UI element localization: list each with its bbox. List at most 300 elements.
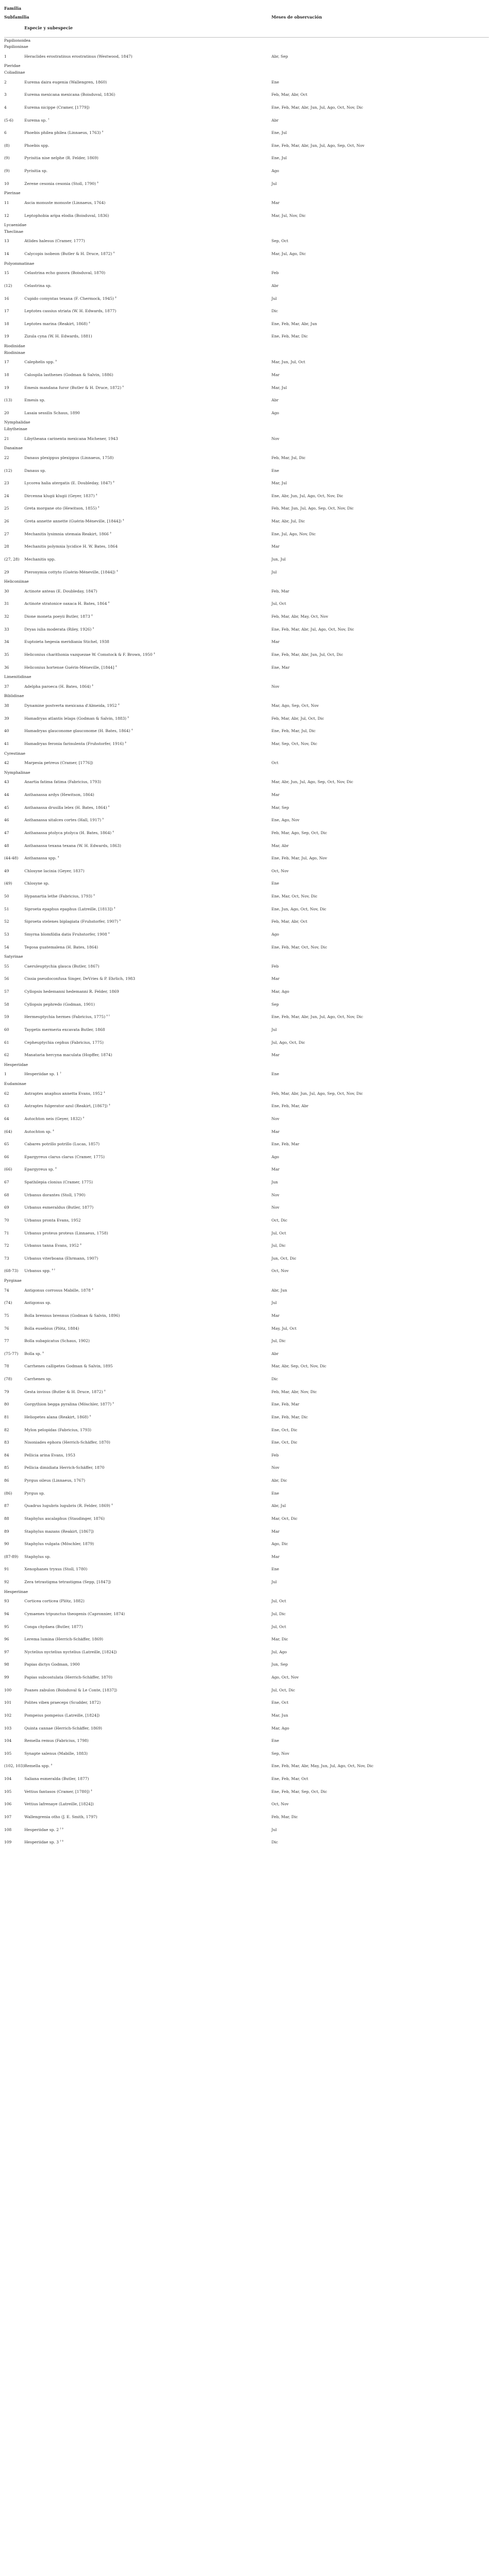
species-footnote-mark: ‡ <box>131 728 133 732</box>
observation-months: Abr <box>271 1351 279 1356</box>
species-row <box>4 1538 489 1551</box>
species-number: 73 <box>4 1256 9 1261</box>
species-footnote-mark: ‡ <box>92 1287 93 1291</box>
species-name: Anthanassa texana texana (W. H. Edwards, 1863) <box>24 843 121 848</box>
species-row <box>4 293 489 306</box>
family-name: Nymphalidae <box>4 420 30 425</box>
observation-months: Ene, Jun, Ago, Oct, Nov, Dic <box>271 906 326 911</box>
species-name: Staphylus sp. <box>24 1554 51 1559</box>
species-name: Wallengrenia otho (J. E. Smith, 1797) <box>24 1814 97 1819</box>
observation-months: Mar <box>271 792 280 798</box>
observation-months: Mar <box>271 1053 280 1058</box>
observation-months: Feb, Mar, Jul, Dic <box>271 455 306 460</box>
species-name: Atlides halesus (Cramer, 1777) <box>24 239 85 244</box>
species-footnote-mark: ‡ <box>57 855 59 859</box>
species-footnote-mark: ‡ <box>89 1414 91 1418</box>
species-number: 104 <box>4 1738 12 1743</box>
species-row <box>4 1671 489 1684</box>
species-footnote-mark: ‡ <box>108 1103 110 1107</box>
species-name-cell <box>24 1735 271 1748</box>
species-name: Pyrgus sp. <box>24 1490 45 1496</box>
species-number: 94 <box>4 1611 9 1616</box>
species-name: Euptoieta hegesia meridiania Stichel, 1938 <box>24 639 109 645</box>
species-name: Staphylus mazans (Reakirt, [1867]) <box>24 1529 94 1534</box>
species-name-cell <box>24 369 271 382</box>
species-row <box>4 197 489 210</box>
observation-months: Nov <box>271 1205 280 1210</box>
header-row-species <box>4 24 489 37</box>
species-name: Celastrina sp. <box>24 283 52 288</box>
header-species: Especie y subespecie <box>24 24 271 37</box>
species-footnote-mark: ‡ <box>104 1091 105 1094</box>
observation-months: Ene <box>271 1072 280 1077</box>
species-name-cell <box>24 1265 271 1278</box>
species-name-cell <box>24 1798 271 1811</box>
observation-months: Mar, Abr, Sep, Oct, Nov, Dic <box>271 1364 326 1369</box>
observation-months: Ago <box>271 168 280 174</box>
species-name-cell <box>24 757 271 770</box>
observation-months: Ene, Feb, Mar, Abr, May, Jun, Jul, Ago, Oct, Nov, Dic <box>271 1764 374 1769</box>
species-name-cell <box>24 1462 271 1475</box>
species-name-cell <box>24 1658 271 1671</box>
species-name: Caeruleuptychia glauca (Butler, 1867) <box>24 963 100 969</box>
species-name-cell <box>24 1475 271 1487</box>
species-row <box>4 1163 489 1176</box>
observation-months: Mar, Ago <box>271 989 289 994</box>
species-number: 105 <box>4 1751 12 1756</box>
observation-months: Jul, Dic <box>271 1243 286 1248</box>
species-footnote-mark: ‡ <box>117 569 118 573</box>
species-name-cell <box>24 789 271 802</box>
species-name-cell <box>24 318 271 331</box>
species-name-cell <box>24 1126 271 1139</box>
species-row <box>4 890 489 903</box>
observation-months: Feb <box>271 963 279 969</box>
observation-months: Mar, Sep, Oct, Nov, Dic <box>271 741 318 746</box>
observation-months: Mar <box>271 1313 280 1318</box>
observation-months: Ene, Feb, Mar, Abr <box>271 1104 309 1109</box>
species-name: Corticea corticea (Plötz, 1882) <box>24 1599 85 1604</box>
observation-months: Jul <box>271 296 277 301</box>
species-name: Eurema nicippe (Cramer, [1779]) <box>24 105 90 110</box>
species-name: Hamadryas atlantis lelaps (Godman & Salvin, 1883) <box>24 716 127 721</box>
species-row <box>4 1735 489 1748</box>
species-number: 14 <box>4 251 9 257</box>
species-name-cell <box>24 1088 271 1100</box>
species-name-cell <box>24 1608 271 1621</box>
species-number: 55 <box>4 963 9 969</box>
species-row <box>4 814 489 827</box>
species-name: Zera tetrastigma tetrastigma (Sepp, [1847]) <box>24 1580 111 1585</box>
species-number: (87-89) <box>4 1554 19 1559</box>
species-name-cell <box>24 1024 271 1037</box>
species-number: 16 <box>4 296 9 301</box>
species-name-cell <box>24 1068 271 1081</box>
species-row <box>4 1462 489 1475</box>
species-name-cell <box>24 1424 271 1437</box>
observation-months: Oct, Dic <box>271 1217 288 1223</box>
species-name-cell <box>24 1386 271 1399</box>
species-row <box>4 165 489 178</box>
species-name-cell <box>24 515 271 528</box>
species-name-cell <box>24 1500 271 1513</box>
species-name: Manataria hercyna maculata (Hopffer, 1874) <box>24 1053 112 1058</box>
species-name: Heliconius charithonia vazquezae W. Comstock & F. Brown, 1950 <box>24 652 153 657</box>
species-row <box>4 140 489 152</box>
species-footnote-mark: ‡ <box>112 830 114 834</box>
species-number: (68-73) <box>4 1268 19 1274</box>
species-number: 81 <box>4 1414 9 1419</box>
subfamily-row <box>4 426 489 433</box>
species-name: Epargyreus clarus clarus (Cramer, 1775) <box>24 1154 105 1159</box>
species-number: 85 <box>4 1465 9 1470</box>
species-number: 79 <box>4 1389 9 1394</box>
species-row <box>4 1646 489 1659</box>
species-name: Bolla eusebius (Plötz, 1884) <box>24 1326 79 1331</box>
observation-months: Ene, Feb, Mar, Jul, Dic <box>271 728 316 734</box>
species-name: Eurema mexicana mexicana (Boisduval, 1836) <box>24 92 116 97</box>
species-footnote-mark: ‡ <box>115 296 117 299</box>
species-name-cell <box>24 1227 271 1240</box>
species-number: 12 <box>4 213 9 218</box>
observation-months: Feb, Mar, Abr, Nov, Dic <box>271 1389 317 1394</box>
species-row <box>4 1100 489 1113</box>
species-name: Calospila lasthenes (Godman & Salvin, 1886) <box>24 372 113 377</box>
observation-months: Jul <box>271 181 277 186</box>
species-name-cell <box>24 865 271 878</box>
species-name: Leptophobia aripa elodia (Boisduval, 1836) <box>24 213 109 218</box>
subfamily-row <box>4 70 489 76</box>
species-row <box>4 1240 489 1252</box>
species-name: Cabares potrillo potrillo (Lucas, 1857) <box>24 1142 100 1147</box>
observation-months: Mar, Abr, Jun, Jul, Ago, Sep, Oct, Nov, Dic <box>271 779 353 785</box>
species-name-cell <box>24 713 271 725</box>
observation-months: Ene <box>271 1490 280 1496</box>
species-name: Quadrus lugubris lugubris (R. Felder, 1869) <box>24 1503 110 1509</box>
species-name-cell <box>24 1697 271 1709</box>
subfamily-row <box>4 1278 489 1284</box>
species-row <box>4 623 489 636</box>
species-row <box>4 998 489 1011</box>
species-row <box>4 1836 489 1849</box>
observation-months: Ago, Dic <box>271 1541 288 1547</box>
observation-months: Jul, Dic <box>271 1338 286 1344</box>
species-number: 90 <box>4 1541 9 1547</box>
observation-months: Oct, Nov <box>271 1802 289 1807</box>
species-number: 39 <box>4 716 9 721</box>
species-row <box>4 356 489 369</box>
species-number: 13 <box>4 239 9 244</box>
observation-months: Ene <box>271 79 280 84</box>
species-name: Xenophanes tryxus (Stoll, 1780) <box>24 1567 88 1572</box>
observation-months: Ene, Ago, Nov <box>271 818 300 823</box>
species-row <box>4 916 489 928</box>
species-number: 27 <box>4 531 9 536</box>
species-number: 36 <box>4 665 9 670</box>
observation-months: Jun, Jul <box>271 556 286 562</box>
observation-months: Jul, Oct <box>271 1599 286 1604</box>
species-name: Actinote stratonice oaxaca H. Bates, 1864 <box>24 601 107 606</box>
species-row <box>4 1411 489 1424</box>
observation-months: May, Jul, Oct <box>271 1326 297 1331</box>
species-row <box>4 1151 489 1164</box>
species-footnote-mark: ‡ <box>108 931 110 935</box>
species-name: Mechanitis spp. <box>24 556 56 562</box>
species-footnote-mark: ‡ <box>83 1116 85 1120</box>
species-number: 66 <box>4 1154 9 1159</box>
species-name-cell <box>24 1487 271 1500</box>
observation-months: Jul, Oct <box>271 1624 286 1629</box>
species-row <box>4 598 489 611</box>
subfamily-row <box>4 261 489 267</box>
species-name-cell <box>24 986 271 998</box>
species-row <box>4 1760 489 1773</box>
species-footnote-mark: ‡ <box>127 716 129 719</box>
species-name-cell <box>24 540 271 553</box>
species-name: Cupido comyntas texana (F. Chermock, 1945) <box>24 296 114 301</box>
species-name-cell <box>24 235 271 248</box>
observation-months: Mar, Ago <box>271 1725 289 1731</box>
species-number: 40 <box>4 728 9 734</box>
species-name-cell <box>24 890 271 903</box>
species-footnote-mark: ‡ <box>125 741 127 744</box>
subfamily-row <box>4 1589 489 1596</box>
species-name-cell <box>24 1621 271 1634</box>
species-name: Papias dictys Godman, 1900 <box>24 1662 80 1667</box>
observation-months: Ene <box>271 1567 280 1572</box>
species-number: 1 <box>4 54 7 59</box>
species-name: Eurema sp. <box>24 117 47 123</box>
subfamily-name: Biblidinae <box>4 693 24 699</box>
species-number: 58 <box>4 1002 9 1007</box>
observation-months: Mar, Abr <box>271 843 289 848</box>
species-row <box>4 960 489 973</box>
species-row <box>4 1011 489 1024</box>
species-row <box>4 1214 489 1227</box>
species-name-cell <box>24 1398 271 1411</box>
species-name: Dryas iulia moderata (Riley, 1926) <box>24 626 92 632</box>
species-row <box>4 540 489 553</box>
species-name-cell <box>24 490 271 503</box>
header-row-subfamily <box>4 13 489 24</box>
species-name: Zerene cesonia cesonia (Stoll, 1790) <box>24 181 96 186</box>
species-name-cell <box>24 356 271 369</box>
species-name-cell <box>24 528 271 541</box>
species-footnote-mark: ‡ <box>42 1351 44 1354</box>
species-name: Bolla subapicatus (Schaus, 1902) <box>24 1338 90 1344</box>
observation-months: Ene, Feb, Mar, Abr, Jun <box>271 321 317 326</box>
species-number: 10 <box>4 181 9 186</box>
observation-months: Mar, Jul, Ago, Dic <box>271 251 306 257</box>
species-number: 60 <box>4 1027 9 1032</box>
species-row <box>4 725 489 738</box>
species-row <box>4 1088 489 1100</box>
species-row <box>4 528 489 541</box>
species-footnote-mark: ‡ <box>80 1243 81 1246</box>
species-number: 99 <box>4 1675 9 1680</box>
species-footnote-mark: ‡ <box>104 1389 106 1393</box>
species-number: 50 <box>4 894 9 899</box>
species-row <box>4 1748 489 1760</box>
species-name: Ascia monuste monuste (Linnaeus, 1764) <box>24 200 106 205</box>
species-name-cell <box>24 998 271 1011</box>
species-row <box>4 1398 489 1411</box>
species-number: 105 <box>4 1789 12 1794</box>
species-number: 103 <box>4 1725 12 1731</box>
species-number: 25 <box>4 506 9 511</box>
species-row <box>4 1798 489 1811</box>
family-row <box>4 37 489 44</box>
observation-months: Ene, Mar <box>271 665 290 670</box>
subfamily-name: Pyrginae <box>4 1278 22 1283</box>
species-row <box>4 1201 489 1214</box>
subfamily-row <box>4 445 489 452</box>
species-row <box>4 394 489 407</box>
species-row <box>4 1113 489 1126</box>
observation-months: Feb, Mar, Abr, Jul, Oct, Dic <box>271 716 324 721</box>
subfamily-row <box>4 751 489 757</box>
observation-months: Ene, Oct <box>271 1700 289 1705</box>
species-name-cell <box>24 248 271 261</box>
species-row <box>4 877 489 890</box>
species-row <box>4 433 489 446</box>
family-name: Pieridae <box>4 63 21 69</box>
species-name-cell <box>24 152 271 165</box>
species-footnote-mark: ‡ <box>102 130 104 133</box>
species-name-cell <box>24 178 271 191</box>
species-row <box>4 76 489 89</box>
observation-months: Ene, Feb, Mar, Abr, Jun, Jul, Ago, Sep, Oct, Nov <box>271 143 365 148</box>
species-name: Polites vibex praeceps (Scudder, 1872) <box>24 1700 101 1705</box>
observation-months: Oct <box>271 760 278 766</box>
species-name: Autochton sp. <box>24 1129 52 1134</box>
species-row <box>4 1126 489 1139</box>
species-name-cell <box>24 1633 271 1646</box>
species-name-cell <box>24 802 271 815</box>
observation-months: Oct, Nov <box>271 868 289 873</box>
species-name: Cymaenes tripunctus theogenis (Capronnier, 1874) <box>24 1611 125 1616</box>
species-row <box>4 1621 489 1634</box>
species-footnote-mark: ‡ <box>91 614 93 617</box>
species-number: 71 <box>4 1230 9 1235</box>
subfamily-name: Theclinae <box>4 229 24 234</box>
observation-months: Abr <box>271 398 279 403</box>
species-name-cell <box>24 1671 271 1684</box>
species-name-cell <box>24 1176 271 1189</box>
species-footnote-mark: ‡ <box>55 359 57 363</box>
species-number: 18 <box>4 372 9 377</box>
species-row <box>4 1684 489 1697</box>
species-name-cell <box>24 1240 271 1252</box>
species-name: Eurema daira eugenia (Wallengren, 1860) <box>24 79 107 84</box>
species-name: Carrhenes sp. <box>24 1377 52 1382</box>
species-name: Danaus sp. <box>24 468 46 473</box>
species-row <box>4 1310 489 1323</box>
species-row <box>4 1595 489 1608</box>
species-name-cell <box>24 681 271 693</box>
family-row <box>4 222 489 229</box>
family-name: Lycaenidae <box>4 223 27 228</box>
species-number: 59 <box>4 1014 9 1020</box>
observation-months: Ene, Feb, Mar, Abr, Jun, Jul, Oct, Dic <box>271 652 343 657</box>
species-name-cell <box>24 477 271 490</box>
observation-months: Mar, Ago, Sep, Oct, Nov <box>271 703 319 708</box>
species-footnote-mark: ‡ <box>92 684 93 687</box>
species-row <box>4 700 489 713</box>
species-number: (44-48) <box>4 856 19 861</box>
species-name-cell <box>24 1011 271 1024</box>
species-row <box>4 1824 489 1837</box>
species-row <box>4 490 489 503</box>
species-name-cell <box>24 1709 271 1722</box>
species-name-cell <box>24 1252 271 1265</box>
observation-months: Abr, Sep <box>271 54 288 59</box>
species-name: Chlosyne sp. <box>24 881 50 886</box>
species-number: (74) <box>4 1300 12 1306</box>
species-name: Anartia fatima fatima (Fabricius, 1793) <box>24 779 102 785</box>
species-row <box>4 127 489 140</box>
species-name: Gorgythion begga pyralina (Möschler, 1877) <box>24 1402 112 1407</box>
species-row <box>4 662 489 674</box>
observation-months: Jul <box>271 1580 277 1585</box>
observation-months: Ene <box>271 468 280 473</box>
species-footnote-mark: ‡ <box>119 919 121 922</box>
species-row <box>4 101 489 114</box>
observation-months: Mar <box>271 1529 280 1534</box>
species-name-cell <box>24 433 271 446</box>
species-name: Calephelis spp. <box>24 360 55 365</box>
observation-months: Jun, Oct, Dic <box>271 1256 297 1261</box>
subfamily-name: Riodininae <box>4 350 25 355</box>
subfamily-row <box>4 770 489 776</box>
species-row <box>4 1424 489 1437</box>
subfamily-row <box>4 44 489 50</box>
species-name-cell <box>24 1786 271 1799</box>
observation-months: Feb <box>271 270 279 276</box>
observation-months: Mar, Sep <box>271 805 289 810</box>
species-row <box>4 1335 489 1348</box>
species-number: (27, 28) <box>4 556 20 562</box>
species-row <box>4 865 489 878</box>
species-name: Pteronymia cottyto (Guérin-Méneville, [1844]) <box>24 569 116 574</box>
species-row <box>4 1526 489 1538</box>
species-name-cell <box>24 89 271 101</box>
species-row <box>4 210 489 223</box>
observation-months: Abr, Jul <box>271 1503 286 1509</box>
species-row <box>4 330 489 343</box>
observation-months: Feb <box>271 1452 279 1458</box>
species-name-cell <box>24 611 271 623</box>
species-number: 17 <box>4 309 9 314</box>
species-footnote-mark: † ‡ <box>60 1839 63 1843</box>
species-name-cell <box>24 210 271 223</box>
species-number: 98 <box>4 1662 9 1667</box>
species-row <box>4 152 489 165</box>
species-name-cell <box>24 1100 271 1113</box>
species-row <box>4 1037 489 1049</box>
subfamily-name: Papilioninae <box>4 44 28 49</box>
species-row <box>4 1551 489 1564</box>
species-name: Taygetis mermeria excavata Butler, 1868 <box>24 1027 105 1032</box>
species-name-cell <box>24 1201 271 1214</box>
species-number: 52 <box>4 919 9 924</box>
header-months: Meses de observación <box>271 14 322 20</box>
subfamily-name: Pierinae <box>4 191 21 196</box>
observation-months: Ene, Jul, Ago, Nov, Dic <box>271 531 316 536</box>
species-number: 86 <box>4 1478 9 1483</box>
species-name: Emesis mandana furor (Butler & H. Druce, 1872) <box>24 385 122 390</box>
species-name-cell <box>24 814 271 827</box>
